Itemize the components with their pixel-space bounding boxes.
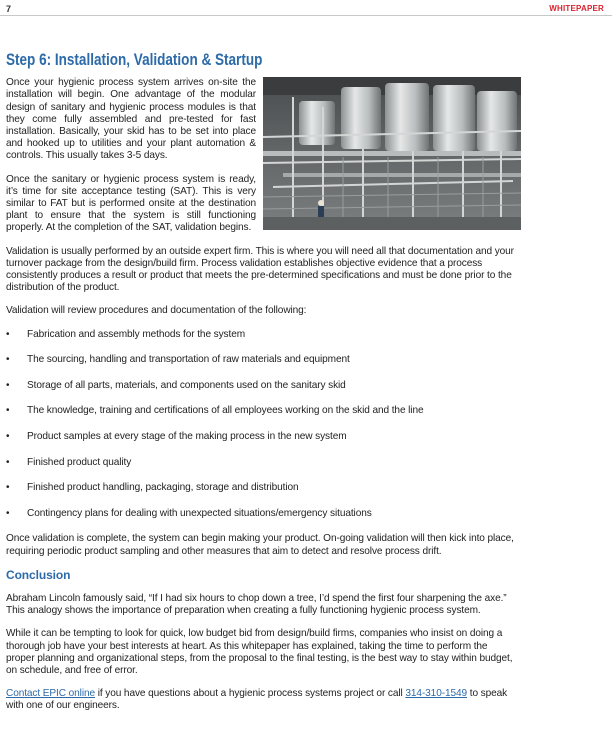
list-item: • Finished product handling, packaging, storage and distribution (6, 482, 518, 494)
page-number: 7 (6, 4, 12, 14)
contact-paragraph (6, 688, 518, 712)
list-item: • Product samples at every stage of the making process in the new system (6, 431, 518, 443)
list-item: • The sourcing, handling and transportation of raw materials and equipment (6, 354, 518, 366)
list-item: • Finished product quality (6, 457, 518, 469)
contact-end-text: to speak with one of our engineers. (6, 688, 508, 712)
list-item: • Fabrication and assembly methods for the system (6, 329, 518, 341)
document-body (6, 51, 518, 724)
post-validation-paragraph: Once validation is complete, the system can begin making your product. On-going validation will then kick into place, requiring periodic product sampling and other measures that aim to detect and resolve process drift. (6, 533, 514, 557)
section-title: Step 6: Installation, Validation & Startup (6, 51, 263, 69)
whitepaper-label: WHITEPAPER (549, 4, 604, 13)
validation-section (6, 246, 518, 713)
header-divider (0, 15, 612, 16)
phone-link[interactable]: 314-310-1549 (405, 688, 468, 700)
list-item: • The knowledge, training and certifications of all employees working on the skid and the line (6, 405, 518, 417)
contact-epic-link[interactable]: Contact EPIC online (6, 688, 95, 700)
sat-paragraph: Once the sanitary or hygienic process system is ready, it’s time for site acceptance testing (SAT). This is very similar to FAT but is performed onsite at the destination plant to ensure that the system is still functioning properly. At the completion of the SAT, validation begins. (6, 173, 256, 234)
validation-review-intro: Validation will review procedures and documentation of the following: (6, 305, 307, 317)
process-plant-photo (263, 77, 521, 230)
budget-paragraph: While it can be tempting to look for quick, low budget bid from design/build firms, companies who insist on doing a thorough job have your best interests at heart. As this whitepaper has explained, taking the time to perform the proper planning and organizational steps, from the proposal to the final testing, is the best way to stay within budget, on schedule, and free of error. (6, 628, 513, 677)
contact-mid-text: if you have questions about a hygienic process systems project or call (95, 688, 406, 700)
validation-list (6, 329, 518, 520)
validation-paragraph: Validation is usually performed by an outside expert firm. This is where you will need all that documentation and your turnover package from the design/build firm. Process validation establishes objective evidence that a process consistently produces a result or product that meets the pre-determined specifications and must be done prior to the distribution of the product. (6, 245, 514, 294)
conclusion-title: Conclusion (6, 567, 71, 582)
lincoln-quote-paragraph: Abraham Lincoln famously said, “If I had six hours to chop down a tree, I’d spend the first four sharpening the axe.” This analogy shows the importance of preparation when creating a fully functioning hygienic process system. (6, 593, 507, 617)
list-item: • Storage of all parts, materials, and components used on the sanitary skid (6, 380, 518, 392)
intro-paragraph: Once your hygienic process system arrives on-site the installation will begin. One advantage of the modular design of sanitary and hygienic process modules is that they come fully assembled and pre-tested for fast installation. Basically, your skid has to be set into place and hooked up to utilities and your plant automation & controls. This usually takes 3-5 days. (6, 77, 256, 162)
list-item: • Contingency plans for dealing with unexpected situations/emergency situations (6, 508, 518, 520)
